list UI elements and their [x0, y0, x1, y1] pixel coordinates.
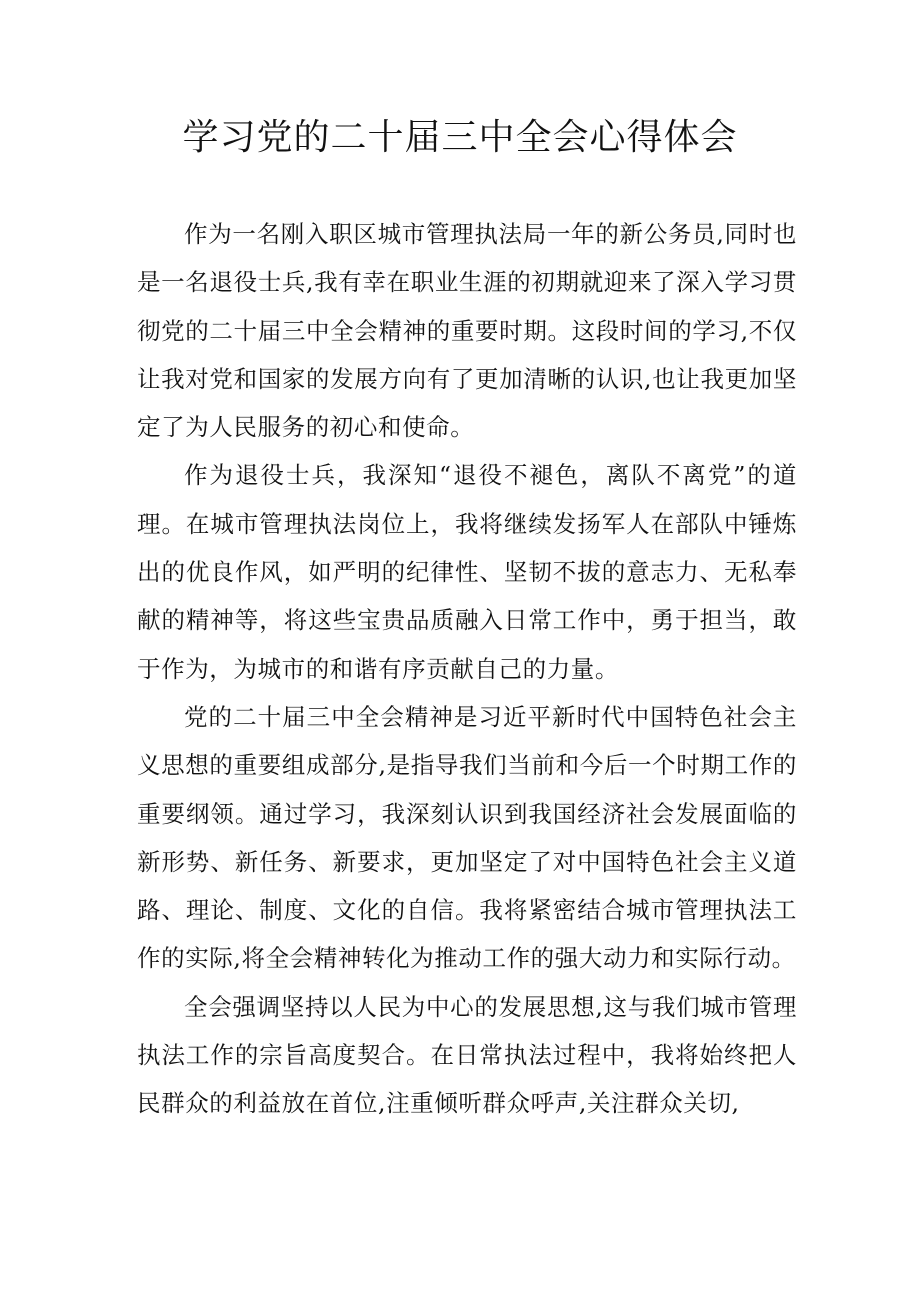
paragraph-4: 全会强调坚持以人民为中心的发展思想,这与我们城市管理执法工作的宗旨高度契合。在日常执法过程中，我将始终把人民群众的利益放在首位,注重倾听群众呼声,关注群众关切, — [137, 992, 797, 1118]
paragraph-1: 作为一名刚入职区城市管理执法局一年的新公务员,同时也是一名退役士兵,我有幸在职业生涯的初期就迎来了深入学习贯彻党的二十届三中全会精神的重要时期。这段时间的学习,不仅让我对党和国家的发展方向有了更加清晰的认识,也让我更加坚定了为人民服务的初心和使命。 — [137, 220, 797, 442]
paragraph-2: 作为退役士兵，我深知“退役不褪色，离队不离党”的道理。在城市管理执法岗位上，我将继续发扬军人在部队中锤炼出的优良作风，如严明的纪律性、坚韧不拔的意志力、无私奉献的精神等，将这些宝贵品质融入日常工作中，勇于担当，敢于作为，为城市的和谐有序贡献自己的力量。 — [137, 461, 797, 683]
paragraph-3: 党的二十届三中全会精神是习近平新时代中国特色社会主义思想的重要组成部分,是指导我们当前和今后一个时期工作的重要纲领。通过学习，我深刻认识到我国经济社会发展面临的新形势、新任务、新要求，更加坚定了对中国特色社会主义道路、理论、制度、文化的自信。我将紧密结合城市管理执法工作的实际,将全会精神转化为推动工作的强大动力和实际行动。 — [137, 702, 797, 973]
document-title: 学习党的二十届三中全会心得体会 — [182, 117, 738, 158]
document-body — [137, 210, 797, 1128]
